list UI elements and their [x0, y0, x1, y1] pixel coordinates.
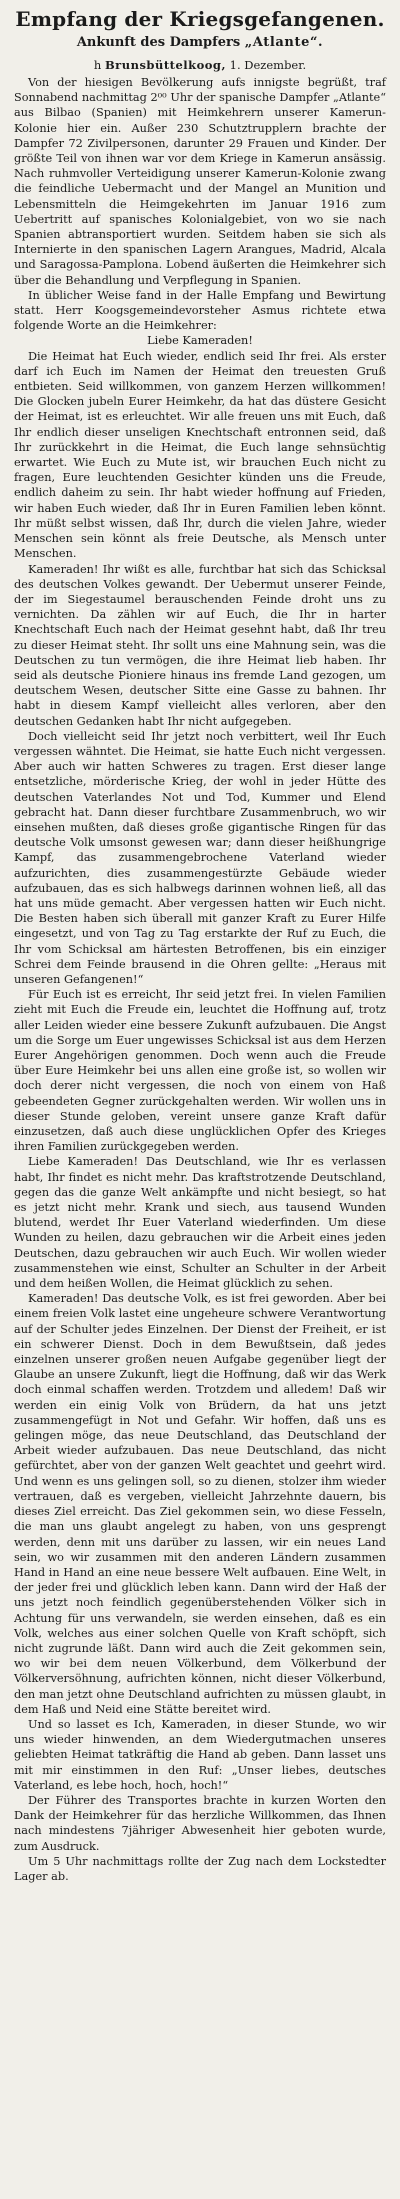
- paragraph-speech-4: Für Euch ist es erreicht, Ihr seid jetzt frei. In vielen Familien zieht mit Euch die Freude ein, leuchtet die Hoffnung auf, trotz aller Leiden wieder eine bessere Zukunft aufzubauen. Die Angst um die Sorge um Euer ungewisses Schicksal ist aus dem Herzen Eurer Angehörigen genommen. Doch wenn auch die Freude über Eure Heimkehr bei uns allen eine große ist, so wollen wir doch derer nicht vergessen, die noch von einem von Haß gebeendeten Gegner zurückgehalten werden. Wir wollen uns in dieser Stunde geloben, vereint unsere ganze Kraft dafür einzusetzen, daß auch diese unglücklichen Opfer des Krieges ihren Familien zurückgegeben werden.: [14, 988, 386, 1154]
- paragraph-speech-2: Kameraden! Ihr wißt es alle, furchtbar hat sich das Schicksal des deutschen Volkes gewandt. Der Uebermut unserer Feinde, der im Siegestaumel berauschenden Feinde droht uns zu vernichten. Da zählen wir auf Euch, die Ihr in harter Knechtschaft Euch nach der Heimat gesehnt habt, daß Ihr treu zu dieser Heimat steht. Ihr sollt uns eine Mahnung sein, was die Deutschen zu tun vermögen, die ihre Heimat lieb haben. Ihr seid als deutsche Pioniere hinaus ins fremde Land gezogen, um deutschem Wesen, deutscher Sitte eine Gasse zu bahnen. Ihr habt in diesem Kampf vielleicht alles verloren, aber den deutschen Gedanken habt Ihr nicht aufgegeben.: [14, 562, 386, 728]
- subheadline: [14, 34, 386, 52]
- paragraph-speech-5: Liebe Kameraden! Das Deutschland, wie Ihr es verlassen habt, Ihr findet es nicht mehr. Das kraftstrotzende Deutschland, gegen das die ganze Welt ankämpfte und nicht besiegt, so hat es jetzt nicht mehr. Krank und siech, aus tausend Wunden blutend, werdet Ihr Euer Vaterland wiederfinden. Um diese Wunden zu heilen, dazu gebrauchen wir die Arbeit eines jeden Deutschen, dazu gebrauchen wir auch Euch. Wir wollen wieder zusammenstehen wie einst, Schulter an Schulter in der Arbeit und dem heißen Wollen, die Heimat glücklich zu sehen.: [14, 1155, 386, 1291]
- paragraph-salutation: Liebe Kameraden!: [147, 334, 253, 348]
- paragraph-speech-1: Die Heimat hat Euch wieder, endlich seid Ihr frei. Als erster darf ich Euch im Namen der Heimat den treuesten Gruß entbieten. Seid willkommen, von ganzem Herzen willkommen! Die Glocken jubeln Eurer Heimkehr, da hat das düstere Gesicht der Heimat, ist es erleuchtet. Wir alle freuen uns mit Euch, daß Ihr endlich dieser unseligen Knechtschaft entronnen seid, daß Ihr zurückkehrt in die Heimat, die Euch lange sehnsüchtig erwartet. Wie Euch zu Mute ist, wir brauchen Euch nicht zu fragen, Eure leuchtenden Gesichter künden uns die Freude, endlich daheim zu sein. Ihr habt wieder hoffnung auf Frieden, wir haben Euch wieder, daß Ihr in Euren Familien leben könnt. Ihr müßt selbst wissen, daß Ihr, durch die vielen Jahre, wieder Menschen sein könnt als freie Deutsche, als Mensch unter Menschen.: [14, 349, 386, 561]
- paragraph-departure: Um 5 Uhr nachmittags rollte der Zug nach dem Lockstedter Lager ab.: [14, 1854, 386, 1883]
- dateline: [14, 58, 386, 73]
- paragraph-speech-7: Und so lasset es Ich, Kameraden, in dieser Stunde, wo wir uns wieder hinwenden, an dem Wiedergutmachen unseres geliebten Heimat tatkräftig die Hand ab geben. Dann lasset uns mit mir einstimmen in den Ruf: „Unser liebes, deutsches Vaterland, es lebe hoch, hoch, hoch!“: [14, 1717, 386, 1792]
- paragraph-speech-6: Kameraden! Das deutsche Volk, es ist frei geworden. Aber bei einem freien Volk lastet eine ungeheure schwere Verantwortung auf der Schulter jedes Einzelnen. Der Dienst der Freiheit, er ist ein schwerer Dienst. Doch in dem Bewußtsein, daß jedes einzelnen unserer großen neuen Aufgabe gegenüber liegt der Glaube an unsere Zukunft, liegt die Hoffnung, daß wir das Werk doch einmal schaffen werden. Trotzdem und alledem! Daß wir werden ein einig Volk von Brüdern, da hat uns jetzt zusammengefügt in Not und Gefahr. Wir hoffen, daß uns es gelingen möge, das neue Deutschland, das Deutschland der Arbeit wieder aufzubauen. Das neue Deutschland, das nicht gefürchtet, aber von der ganzen Welt geachtet und geehrt wird. Und wenn es uns gelingen soll, so zu dienen, stolzer ihm wieder vertrauen, daß es vergeben, vielleicht Jahrzehnte dauern, bis dieses Ziel erreicht. Das Ziel gekommen sein, wo diese Fesseln, die man uns glaubt angelegt zu haben, von uns gesprengt werden, denn mit uns darüber zu lassen, wir ein neues Land sein, wo wir zusammen mit den anderen Ländern zusammen Hand in Hand an eine neue bessere Welt aufbauen. Eine Welt, in der jeder frei und glücklich leben kann. Dann wird der Haß der uns jetzt noch feindlich gegenüberstehenden Völker sich in Achtung für uns verwandeln, sie werden einsehen, daß es ein Volk, welches aus einer solchen Quelle von Kraft schöpft, sich nicht zugrunde läßt. Dann wird auch die Zeit gekommen sein, wo wir bei dem neuen Völkerbund, dem Völkerbund der Völkerversöhnung, aufrichten können, nicht dieser Völkerbund, den man jetzt ohne Deutschland aufrichten zu müssen glaubt, in dem Haß und Neid eine Stätte bereitet wird.: [14, 1292, 386, 1716]
- dateline-place: Brunsbüttelkoog,: [104, 58, 226, 72]
- paragraph-reception: In üblicher Weise fand in der Halle Empfang und Bewirtung statt. Herr Koogsgemeindevorsteher Asmus richtete etwa folgende Worte an die Heimkehrer:: [14, 288, 386, 333]
- dateline-date: 1. Dezember.: [229, 58, 307, 72]
- subhead-ship-name: „Atlante“.: [244, 35, 324, 50]
- paragraph-speech-3: Doch vielleicht seid Ihr jetzt noch verbittert, weil Ihr Euch vergessen wähntet. Die Heimat, sie hatte Euch nicht vergessen. Aber auch wir hatten Schweres zu tragen. Erst dieser lange entsetzliche, mörderische Krieg, der wohl in jeder Hütte des deutschen Vaterlandes Not und Tod, Kummer und Elend gebracht hat. Dann dieser furchtbare Zusammenbruch, wo wir einsehen mußten, daß dieses große gigantische Ringen für das deutsche Volk umsonst gewesen war; dann dieser heißhungrige Kampf, das zusammengebrochene Vaterland wieder aufzurichten, dies zusammengestürzte Gebäude wieder aufzubauen, das es sich halbwegs darinnen wohnen ließ, all das hat uns müde gemacht. Aber vergessen hatten wir Euch nicht. Die Besten haben sich überall mit ganzer Kraft zu Eurer Hilfe eingesetzt, und von Tag zu Tag erstarkte der Ruf zu Euch, die Ihr vom Schicksal am härtesten Betroffenen, bis ein einziger Schrei dem Feinde brausend in die Ohren gellte: „Heraus mit unseren Gefangenen!“: [14, 729, 386, 986]
- paragraph-thanks: Der Führer des Transportes brachte in kurzen Worten den Dank der Heimkehrer für das herzliche Willkommen, das Ihnen nach mindestens 7jähriger Abwesenheit hier geboten wurde, zum Ausdruck.: [14, 1793, 386, 1853]
- dateline-mark: h: [93, 58, 102, 72]
- headline: Empfang der Kriegsgefangenen.: [15, 7, 385, 31]
- subhead-prefix: Ankunft des Dampfers: [76, 35, 241, 50]
- paragraph-arrival: Von der hiesigen Bevölkerung aufs innigste begrüßt, traf Sonnabend nachmittag 2⁰⁰ Uhr der spanische Dampfer „Atlante“ aus Bilbao (Spanien) mit Heimkehrern unserer Kamerun-Kolonie hier ein. Außer 230 Schutztrupplern brachte der Dampfer 72 Zivilpersonen, darunter 29 Frauen und Kinder. Der größte Teil von ihnen war vor dem Kriege in Kamerun ansässig. Nach ruhmvoller Verteidigung unserer Kamerun-Kolonie zwang die feindliche Uebermacht und der Mangel an Munition und Lebensmitteln die Heimgekehrten im Januar 1916 zum Uebertritt auf spanisches Kolonialgebiet, von wo sie nach Spanien abtransportiert wurden. Seitdem haben sie sich als Internierte in den spanischen Lagern Arangues, Madrid, Alcala und Saragossa-Pamplona. Lobend äußerten die Heimkehrer sich über die Behandlung und Verpflegung in Spanien.: [14, 76, 386, 287]
